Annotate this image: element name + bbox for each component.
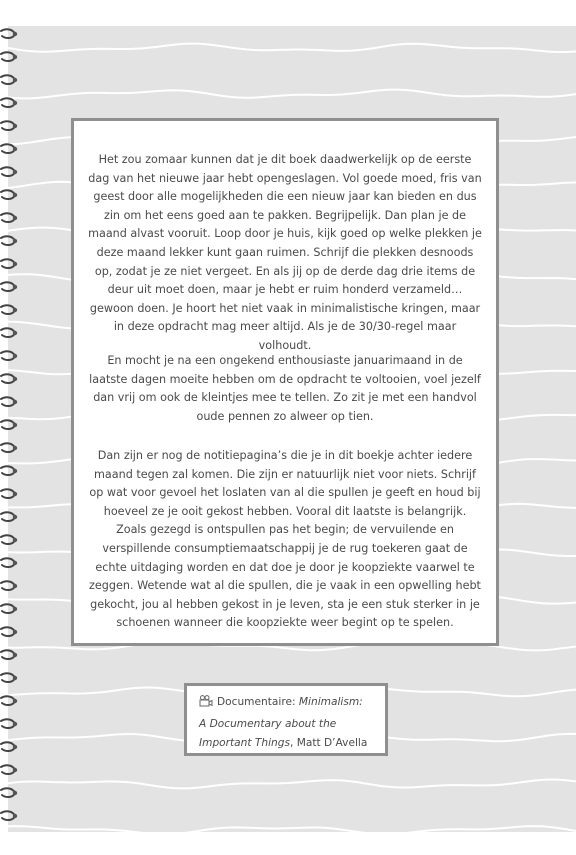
spiral-ring xyxy=(1,374,17,383)
spiral-ring xyxy=(1,811,17,820)
spiral-ring xyxy=(1,673,17,682)
spiral-ring xyxy=(1,259,17,268)
spiral-ring xyxy=(1,397,17,406)
text-card xyxy=(71,118,499,646)
documentary-title-part3: Important Things xyxy=(199,737,290,749)
spiral-ring xyxy=(1,121,17,130)
spiral-ring xyxy=(1,75,17,84)
spiral-ring xyxy=(1,420,17,429)
spiral-ring xyxy=(1,236,17,245)
documentary-director: , Matt D’Avella xyxy=(289,737,368,749)
spiral-ring xyxy=(1,512,17,521)
spiral-ring xyxy=(1,305,17,314)
spiral-ring xyxy=(1,443,17,452)
wavy-line xyxy=(8,826,576,832)
spiral-ring xyxy=(1,604,17,613)
spiral-ring xyxy=(1,351,17,360)
spiral-ring xyxy=(1,98,17,107)
wavy-line xyxy=(8,90,576,99)
spiral-ring xyxy=(1,167,17,176)
spiral-ring xyxy=(1,581,17,590)
spiral-ring xyxy=(1,328,17,337)
spiral-ring xyxy=(1,535,17,544)
spiral-ring xyxy=(1,696,17,705)
documentary-card xyxy=(184,683,388,756)
spiral-ring xyxy=(1,650,17,659)
spiral-ring xyxy=(1,765,17,774)
paragraph-notes: Dan zijn er nog de notitiepagina’s die je in dit boekje achter iedere maand tegen zal komen. Die zijn er natuurlijk niet voor niets. Schrijf op wat voor gevoel het loslaten van al die spullen je geeft en houd bij hoeveel ze je ooit gekost hebben. Vooral dit laatste is belangrijk. Zoals gezegd is ontspullen pas het begin; de vervuilende en verspillende consumptiemaatschappij je de rug toekeren gaat de echte uitdaging worden en dat doe je door je koopziekte vaarwel te zeggen. Wetende wat al die spullen, die je vaak in een opwelling hebt gekocht, jou al hebben gekost in je leven, sta je een stuk sterker in je schoenen wanneer die koopziekte weer begint op te spelen. xyxy=(89,449,481,630)
documentary-label: Documentaire: xyxy=(217,696,296,708)
documentary-title-part2: A Documentary about the xyxy=(199,717,337,730)
spiral-ring xyxy=(1,466,17,475)
spiral-ring xyxy=(1,742,17,751)
spiral-ring xyxy=(1,52,17,61)
paragraph-tip: En mocht je na een ongekend enthousiaste januarimaand in de laatste dagen moeite hebben om de opdracht te voltooien, voel jezelf dan vrij om ook de kleintjes mee te tellen. Zo zit je met een handvol oude pennen zo alweer op tien. xyxy=(89,354,481,423)
spiral-ring xyxy=(1,144,17,153)
wavy-line xyxy=(8,44,576,52)
spiral-ring xyxy=(1,788,17,797)
spiral-ring xyxy=(1,213,17,222)
spiral-ring xyxy=(1,282,17,291)
spiral-ring xyxy=(1,558,17,567)
spiral-ring xyxy=(1,719,17,728)
spiral-ring xyxy=(1,627,17,636)
spiral-ring xyxy=(1,190,17,199)
spiral-ring xyxy=(1,29,17,38)
spiral-binding xyxy=(0,26,20,832)
film-camera-icon xyxy=(199,695,213,715)
wavy-line xyxy=(8,780,576,789)
spiral-ring xyxy=(1,489,17,498)
paragraph-intro: Het zou zomaar kunnen dat je dit boek daadwerkelijk op de eerste dag van het nieuwe jaar hebt opengeslagen. Vol goede moed, fris van geest door alle mogelijkheden die een nieuw jaar kan bieden en dus zin om het eens goed aan te pakken. Begrijpelijk. Dan plan je de maand alvast vooruit. Loop door je huis, kijk goed op welke plekken je deze maand lekker kunt gaan ruimen. Schrijf die plekken desnoods op, zodat je ze niet vergeet. En als jij op de derde dag drie items de deur uit moet doen, maar je hebt er ruim honderd verzameld… gewoon doen. Je hoort het niet vaak in minimalistische kringen, maar in deze opdracht mag meer altijd. Als je de 30/30-regel maar volhoudt. xyxy=(88,153,482,352)
documentary-title-part1: Minimalism: xyxy=(298,696,363,708)
